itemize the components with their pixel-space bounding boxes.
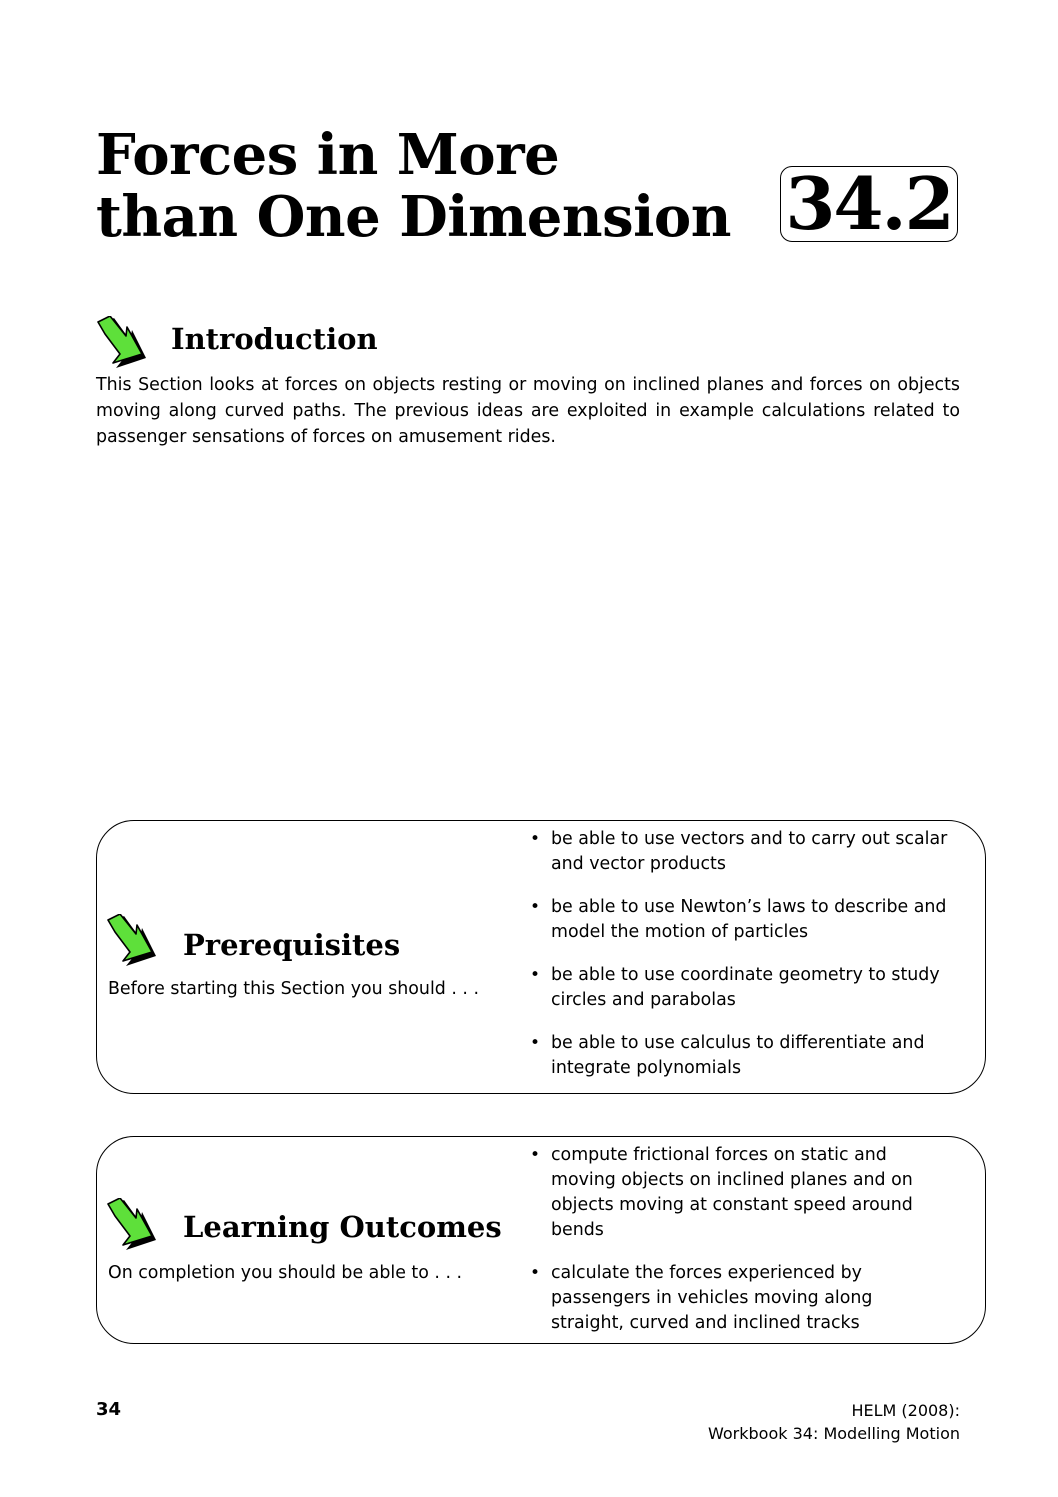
page-title [96, 124, 731, 248]
green-arrow-icon [106, 1198, 164, 1254]
title-line-1: Forces in More [96, 122, 560, 188]
list-item: • be able to use Newton’s laws to describe and model the motion of particles [530, 895, 950, 945]
list-item: • be able to use calculus to differentiate and integrate polynomials [530, 1031, 950, 1081]
list-item: • be able to use vectors and to carry out scalar and vector products [530, 827, 950, 877]
footer-line-2: Workbook 34: Modelling Motion [708, 1424, 960, 1443]
section-number-badge: 34.2 [780, 166, 958, 242]
list-item: • be able to use coordinate geometry to study circles and parabolas [530, 963, 950, 1013]
introduction-heading: Introduction [171, 322, 378, 356]
green-arrow-icon [106, 914, 164, 970]
list-item: • compute frictional forces on static and moving objects on inclined planes and on objects moving at constant speed around bends [530, 1143, 950, 1243]
introduction-text: This Section looks at forces on objects resting or moving on inclined planes and forces on objects moving along curved paths. The previous ideas are exploited in example calculations related to passenger sensations of forces on amusement rides. [96, 375, 960, 447]
prerequisites-description: Before starting this Section you should . . . [108, 979, 479, 999]
prerequisites-heading: Prerequisites [183, 928, 401, 962]
learning-outcomes-heading: Learning Outcomes [183, 1210, 502, 1244]
green-arrow-icon [96, 316, 154, 372]
page-number: 34 [96, 1399, 122, 1420]
footer-line-1: HELM (2008): [851, 1401, 960, 1420]
prerequisites-list [530, 827, 950, 1099]
footer-citation [708, 1399, 960, 1445]
list-item: • calculate the forces experienced by passengers in vehicles moving along straight, curved and inclined tracks [530, 1261, 950, 1336]
title-line-2: than One Dimension [96, 184, 731, 250]
learning-outcomes-list [530, 1143, 950, 1354]
learning-outcomes-description: On completion you should be able to . . . [108, 1263, 463, 1283]
